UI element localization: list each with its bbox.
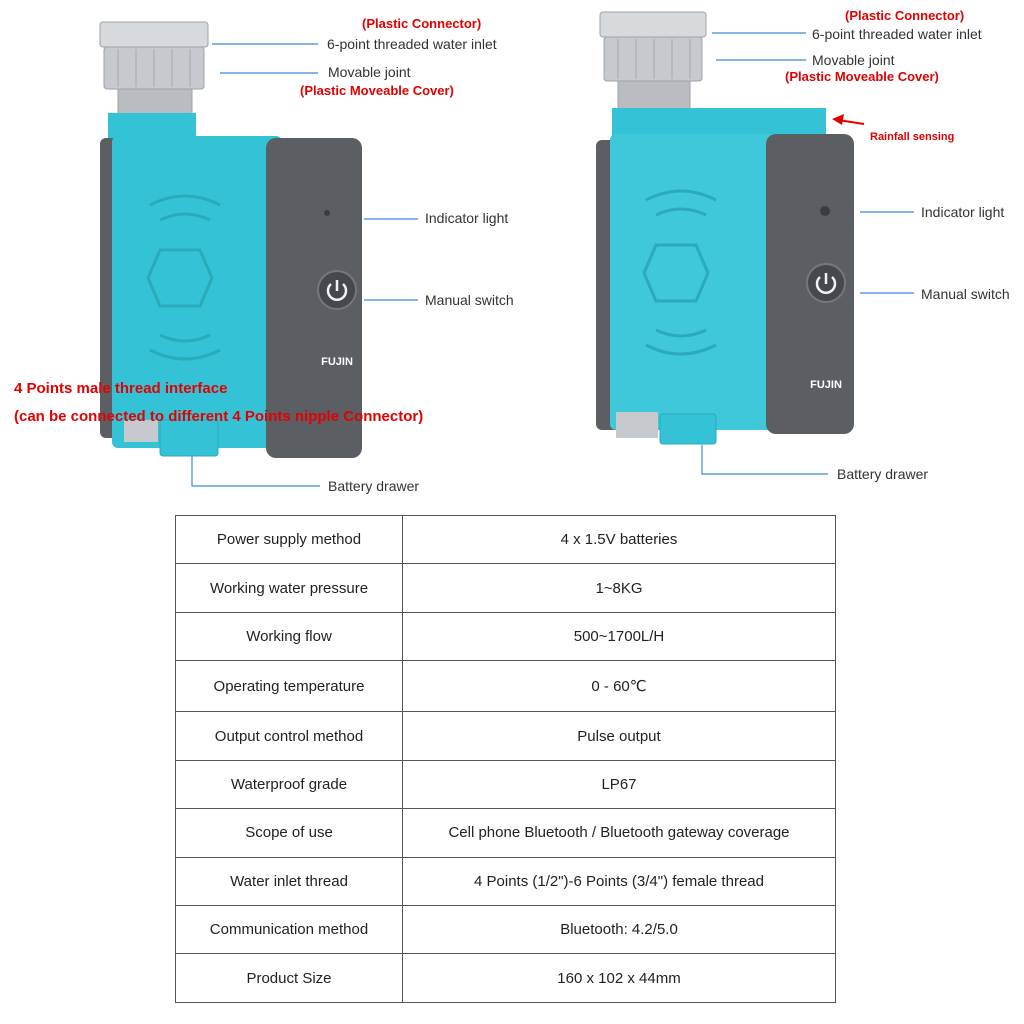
table-row [176, 612, 836, 660]
left-label-plastic-connector: (Plastic Connector) [362, 16, 482, 31]
spec-key: Working flow [176, 612, 403, 660]
table-row [176, 516, 836, 564]
table-row [176, 760, 836, 808]
spec-value: Pulse output [403, 712, 836, 760]
table-row [176, 564, 836, 612]
right-label-indicator-light: Indicator light [921, 204, 1005, 220]
right-brand-logo: FUJIN [810, 379, 842, 391]
table-row [176, 954, 836, 1003]
spec-key: Scope of use [176, 809, 403, 857]
right-label-manual-switch: Manual switch [921, 286, 1010, 302]
spec-key: Communication method [176, 906, 403, 954]
right-label-battery-drawer: Battery drawer [837, 466, 929, 482]
table-row [176, 712, 836, 760]
left-label-plastic-cover: (Plastic Moveable Cover) [300, 83, 454, 98]
right-label-plastic-cover: (Plastic Moveable Cover) [785, 69, 939, 84]
left-label-manual-switch: Manual switch [425, 292, 514, 308]
spec-key: Waterproof grade [176, 760, 403, 808]
table-row [176, 809, 836, 857]
spec-key: Water inlet thread [176, 857, 403, 905]
spec-value: 0 - 60℃ [403, 661, 836, 712]
right-label-water-inlet: 6-point threaded water inlet [812, 26, 982, 42]
right-label-rainfall-sensing: Rainfall sensing [870, 131, 955, 143]
right-label-plastic-connector: (Plastic Connector) [845, 8, 965, 23]
spec-value: 1~8KG [403, 564, 836, 612]
spec-key: Operating temperature [176, 661, 403, 712]
spec-value: 4 Points (1/2")-6 Points (3/4") female thread [403, 857, 836, 905]
right-label-movable-joint: Movable joint [812, 52, 895, 68]
left-label-male-thread-note: (can be connected to different 4 Points nipple Connector) [14, 408, 424, 425]
spec-value: Bluetooth: 4.2/5.0 [403, 906, 836, 954]
table-row [176, 857, 836, 905]
spec-key: Product Size [176, 954, 403, 1003]
spec-table [175, 515, 836, 1003]
table-row [176, 661, 836, 712]
spec-key: Power supply method [176, 516, 403, 564]
spec-value: 160 x 102 x 44mm [403, 954, 836, 1003]
left-label-battery-drawer: Battery drawer [328, 478, 420, 494]
spec-value: Cell phone Bluetooth / Bluetooth gateway coverage [403, 809, 836, 857]
left-label-water-inlet: 6-point threaded water inlet [327, 36, 497, 52]
spec-value: 4 x 1.5V batteries [403, 516, 836, 564]
spec-key: Working water pressure [176, 564, 403, 612]
left-label-movable-joint: Movable joint [328, 64, 411, 80]
left-brand-logo: FUJIN [321, 356, 353, 368]
spec-key: Output control method [176, 712, 403, 760]
spec-value: LP67 [403, 760, 836, 808]
left-label-male-thread: 4 Points male thread interface [14, 380, 228, 397]
product-illustration [0, 0, 1024, 500]
spec-value: 500~1700L/H [403, 612, 836, 660]
left-label-indicator-light: Indicator light [425, 210, 509, 226]
table-row [176, 906, 836, 954]
